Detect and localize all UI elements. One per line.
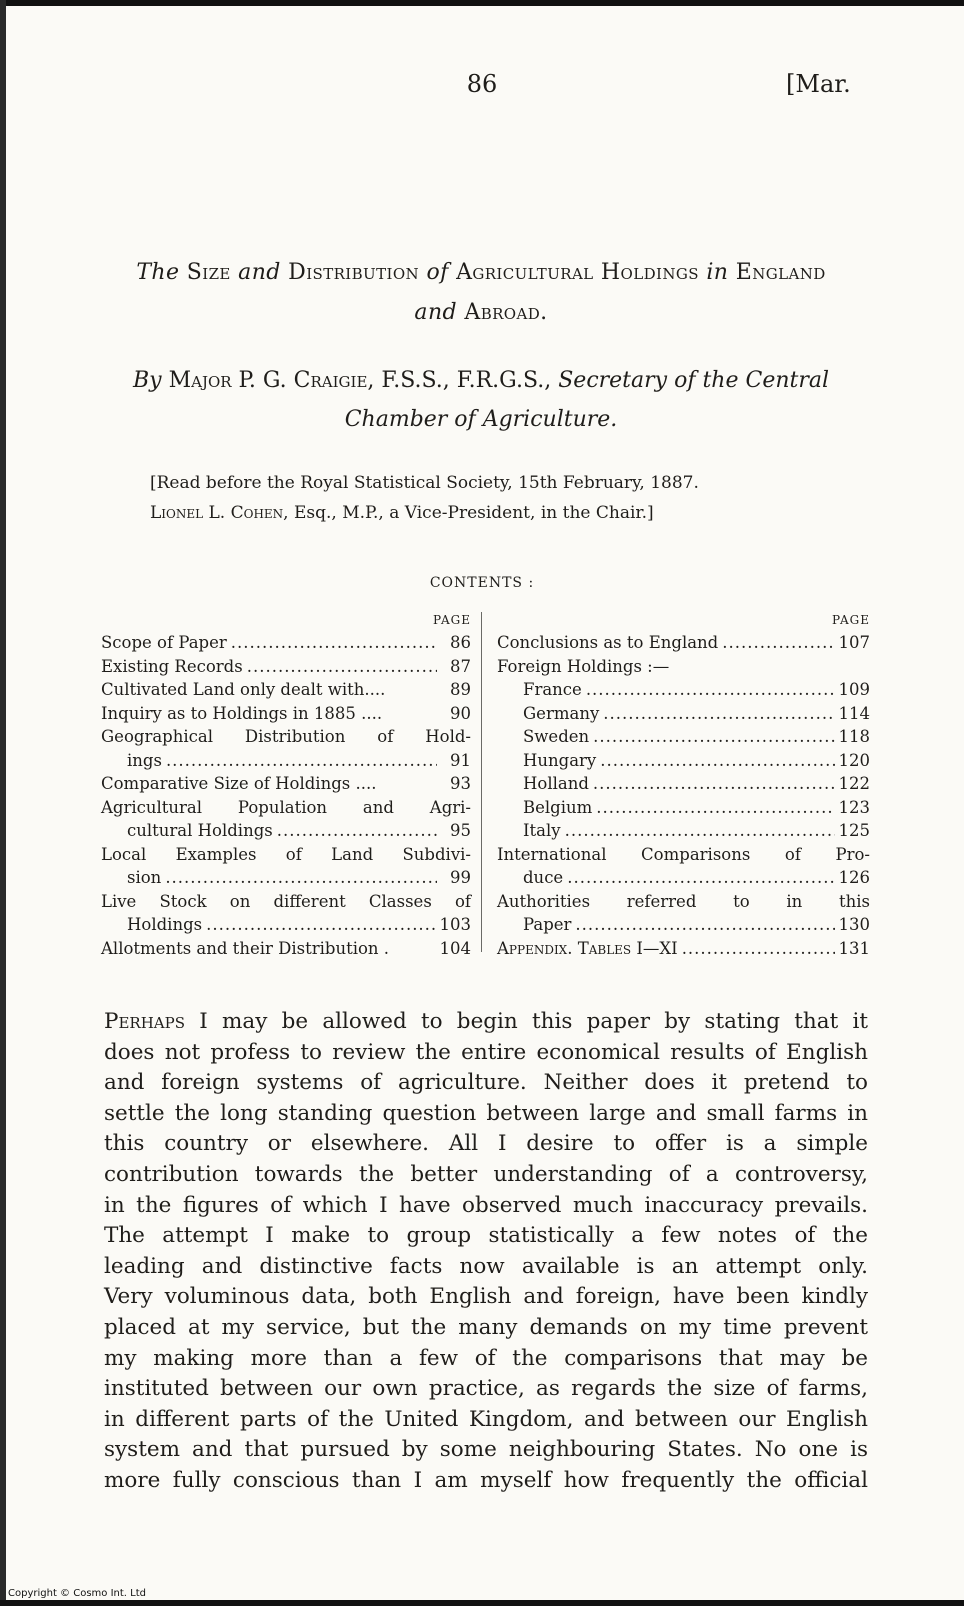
title-word: and <box>414 300 457 325</box>
contents-entry: Scope of Paper ..... 86 <box>101 631 471 655</box>
chair-rest: Esq., M.P., a Vice-President, in the Chair.] <box>293 503 654 523</box>
contents-entry: Live Stock on different Classes of <box>101 891 471 911</box>
contents-entry: International Comparisons of Pro- <box>497 844 870 864</box>
body-line: settle the long standing question between large and small farms in <box>104 1100 868 1126</box>
author-name: Major P. G. Craigie, <box>168 368 375 393</box>
contents-entry: ings ..... 91 <box>101 749 471 773</box>
contents-page-header: PAGE <box>832 613 870 627</box>
title-word: of <box>426 260 449 285</box>
article-title <box>96 253 866 333</box>
body-line: in different parts of the United Kingdom, and between our English <box>104 1406 868 1432</box>
contents-heading: CONTENTS : <box>429 575 535 591</box>
contents-entry: Paper ..... 130 <box>497 913 870 937</box>
body-line: leading and distinctive facts now available is an attempt only. <box>104 1253 868 1279</box>
copyright-notice: Copyright © Cosmo Int. Ltd <box>8 1588 146 1599</box>
body-paragraph <box>104 1007 868 1497</box>
read-note <box>150 468 830 528</box>
contents-entry: Germany ..... 114 <box>497 702 870 726</box>
author-role: Secretary of the Central <box>558 368 830 393</box>
author-honours: F.S.S., F.R.G.S., <box>381 368 552 393</box>
title-word: Size <box>186 260 231 285</box>
contents-entry: Authorities referred to in this <box>497 891 870 911</box>
body-line: Perhaps I may be allowed to begin this paper by stating that it <box>104 1009 868 1034</box>
title-word: in <box>706 260 729 285</box>
read-note-line: [Read before the Royal Statistical Society, 15th February, 1887. <box>150 473 699 493</box>
page-number: 86 <box>466 70 498 98</box>
scan-border-top <box>0 0 964 6</box>
contents-left-column <box>101 612 471 960</box>
body-line: more fully conscious than I am myself how frequently the official <box>104 1467 868 1493</box>
title-word: Distribution <box>288 260 420 285</box>
body-line: this country or elsewhere. All I desire to offer is a simple <box>104 1131 868 1157</box>
contents-entry: Foreign Holdings :— <box>497 656 670 676</box>
scan-border-bottom <box>0 1600 964 1606</box>
title-word: Abroad. <box>464 300 548 325</box>
body-line: contribution towards the better understanding of a controversy, <box>104 1161 868 1187</box>
contents-entry: Local Examples of Land Subdivi- <box>101 844 471 864</box>
contents-entry: Sweden ..... 118 <box>497 725 870 749</box>
body-line: Very voluminous data, both English and foreign, have been kindly <box>104 1284 868 1310</box>
chair-name: Lionel L. Cohen, <box>150 503 289 523</box>
author-byline <box>96 361 866 439</box>
contents-entry: Allotments and their Distribution . 104 <box>101 938 471 958</box>
contents-entry: Holland ..... 122 <box>497 772 870 796</box>
body-line: in the figures of which I have observed much inaccuracy prevails. <box>104 1192 868 1218</box>
body-line: does not profess to review the entire economical results of English <box>104 1039 868 1065</box>
contents-entry: Holdings ..... 103 <box>101 913 471 937</box>
body-line: and foreign systems of agriculture. Neither does it pretend to <box>104 1070 868 1096</box>
contents-entry: Agricultural Population and Agri- <box>101 797 471 817</box>
read-note-line <box>150 498 830 528</box>
contents-entry: Cultivated Land only dealt with.... 89 <box>101 680 471 699</box>
body-line: placed at my service, but the many demands on my time prevent <box>104 1314 868 1340</box>
contents-entry: Conclusions as to England ..... 107 <box>497 631 870 655</box>
contents-entry: cultural Holdings ..... 95 <box>101 819 471 843</box>
title-word: and <box>238 260 281 285</box>
contents-entry: sion ..... 99 <box>101 866 471 890</box>
contents-entry: Geographical Distribution of Hold- <box>101 727 471 746</box>
title-word: England <box>735 260 826 285</box>
contents-entry: Hungary ..... 120 <box>497 749 870 773</box>
contents-entry: Appendix. Tables I—XI ..... 131 <box>497 937 870 961</box>
contents-entry: France ..... 109 <box>497 678 870 702</box>
author-role: Chamber of Agriculture. <box>344 407 618 432</box>
scan-border-left <box>0 0 6 1606</box>
title-word: Agricultural Holdings <box>456 260 699 285</box>
contents-entry: Existing Records ..... 87 <box>101 655 471 679</box>
contents-page-header: PAGE <box>433 613 471 627</box>
contents-entry: Italy ..... 125 <box>497 819 870 843</box>
author-by: By <box>132 368 162 393</box>
running-head-month: [Mar. <box>786 70 851 98</box>
contents-entry: duce ..... 126 <box>497 866 870 890</box>
contents-entry: Inquiry as to Holdings in 1885 .... 90 <box>101 703 471 723</box>
contents-column-divider <box>481 612 482 952</box>
contents-right-column <box>497 612 870 960</box>
body-line: my making more than a few of the comparisons that may be <box>104 1345 868 1371</box>
title-word: The <box>136 260 180 285</box>
body-line: instituted between our own practice, as regards the size of farms, <box>104 1376 868 1402</box>
contents-entry: Comparative Size of Holdings .... 93 <box>101 774 471 793</box>
contents-entry: Belgium ..... 123 <box>497 796 870 820</box>
body-line: The attempt I make to group statistically a few notes of the <box>104 1223 868 1249</box>
body-line: system and that pursued by some neighbouring States. No one is <box>104 1437 868 1463</box>
